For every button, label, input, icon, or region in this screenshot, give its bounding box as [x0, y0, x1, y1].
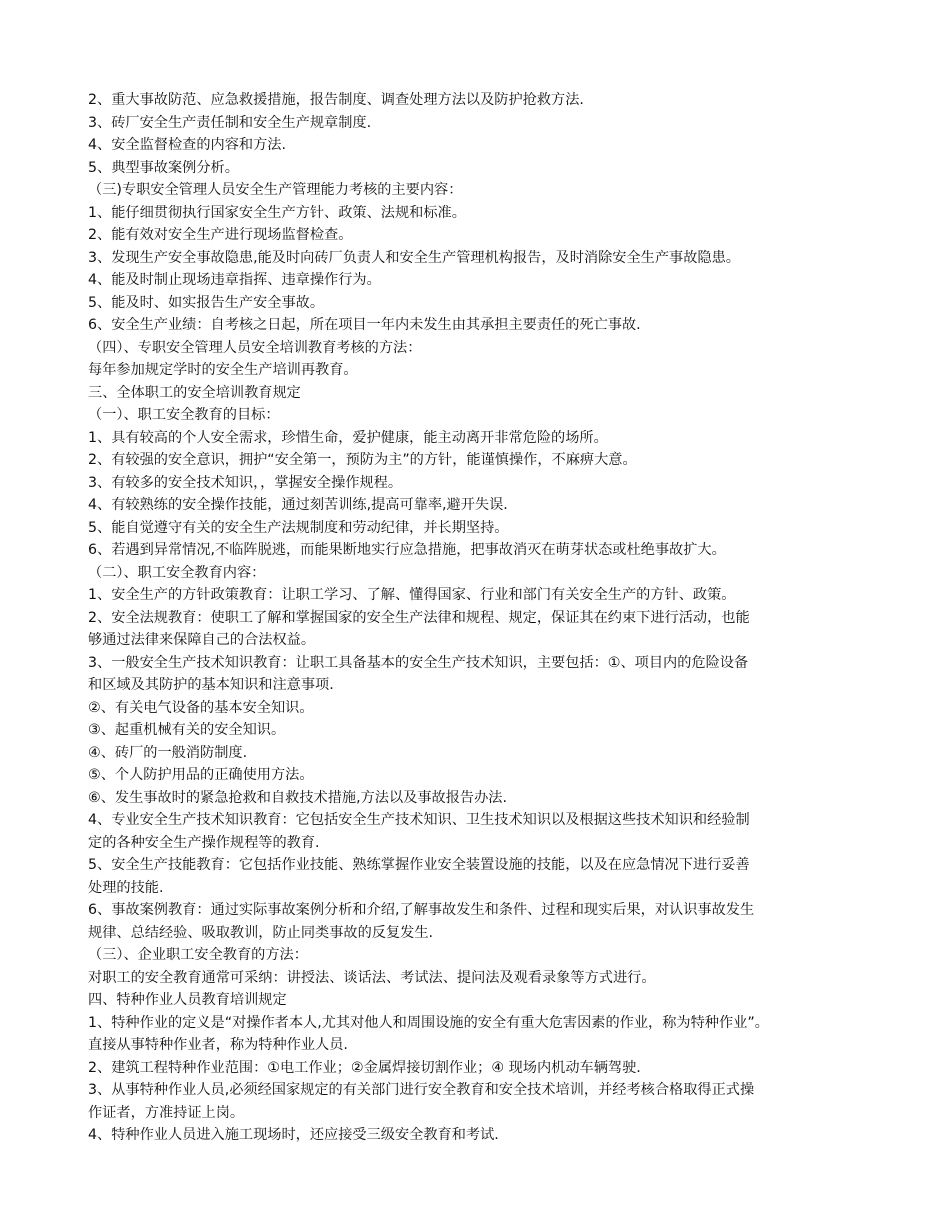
section-heading: （三)专职安全管理人员安全生产管理能力考核的主要内容：	[88, 182, 463, 198]
text-line: 5、典型事故案例分析。	[88, 159, 239, 176]
text-line: 规律、总结经验、吸取教训，防止同类事故的反复发生.	[88, 924, 434, 941]
section-heading: （一）、职工安全教育的目标：	[88, 407, 280, 423]
text-line: 5、安全生产技能教育：它包括作业技能、熟练掌握作业安全装置设施的技能，以及在应急情况下进行妥善	[88, 857, 750, 873]
text-line: 6、事故案例教育：通过实际事故案例分析和介绍,了解事故发生和条件、过程和现实后果，对认识事故发生	[88, 902, 755, 918]
text-line: ④、砖厂的一般消防制度.	[88, 744, 248, 761]
chapter-heading: 四、特种作业人员教育培训规定	[88, 992, 287, 1008]
text-line: 3、砖厂安全生产责任制和安全生产规章制度.	[88, 114, 372, 131]
text-line: 4、能及时制止现场违章指挥、违章操作行为。	[88, 272, 381, 288]
text-line: 和区域及其防护的基本知识和注意事项.	[88, 677, 334, 693]
text-line: 1、安全生产的方针政策教育：让职工学习、了解、懂得国家、行业和部门有关安全生产的方针、政策。	[88, 587, 736, 603]
text-line: 4、特种作业人员进入施工现场时，还应接受三级安全教育和考试.	[88, 1127, 499, 1143]
section-heading: （三）、企业职工安全教育的方法：	[88, 947, 308, 963]
section-heading: （二）、职工安全教育内容：	[88, 564, 266, 581]
text-line: 2、能有效对安全生产进行现场监督检查。	[88, 227, 353, 243]
text-line: 2、建筑工程特种作业范围：①电工作业；②金属焊接切割作业；④ 现场内机动车辆驾驶.	[88, 1059, 641, 1076]
text-line: 4、专业安全生产技术知识教育：它包括安全生产技术知识、卫生技术知识以及根据这些技术知识和经验制	[88, 812, 750, 828]
text-line: 6、若遇到异常情况,不临阵脱逃，而能果断地实行应急措施，把事故消灭在萌芽状态或杜绝事故扩大。	[88, 542, 726, 558]
text-line: 处理的技能.	[88, 879, 164, 896]
text-line: ③、起重机械有关的安全知识。	[88, 722, 286, 738]
text-line: 够通过法律来保障自己的合法权益。	[88, 632, 316, 648]
text-line: 对职工的安全教育通常可采纳：讲授法、谈话法、考试法、提问法及观看录象等方式进行。	[88, 969, 656, 986]
text-line: 3、一般安全生产技术知识教育：让职工具备基本的安全生产技术知识，主要包括：①、项目内的危险设备	[88, 654, 749, 671]
text-line: 2、有较强的安全意识，拥护“安全第一，预防为主”的方针，能谨慎操作，不麻痹大意。	[88, 452, 637, 468]
text-line: 4、安全监督检查的内容和方法.	[88, 137, 286, 153]
section-heading: （四）、专职安全管理人员安全培训教育考核的方法：	[88, 339, 422, 356]
text-line: 每年参加规定学时的安全生产培训再教育。	[88, 362, 358, 378]
text-line: 作证者，方准持证上岗。	[88, 1104, 245, 1121]
text-line: 2、安全法规教育：使职工了解和掌握国家的安全生产法律和规程、规定，保证其在约束下进行活动，也能	[88, 609, 750, 626]
text-line: 6、安全生产业绩：自考核之日起，所在项目一年内未发生由其承担主要责任的死亡事故.	[88, 317, 641, 333]
text-line: 3、有较多的安全技术知识，，掌握安全操作规程。	[88, 474, 403, 491]
text-line: ⑤、个人防护用品的正确使用方法。	[88, 767, 314, 783]
document-body	[88, 89, 888, 1147]
text-line: 1、能仔细贯彻执行国家安全生产方针、政策、法规和标准。	[88, 204, 466, 221]
text-line: 5、能自觉遵守有关的安全生产法规制度和劳动纪律，并长期坚持。	[88, 519, 509, 536]
text-line: ⑥、发生事故时的紧急抢救和自救技术措施,方法以及事故报告办法.	[88, 789, 507, 806]
text-line: ②、有关电气设备的基本安全知识。	[88, 699, 314, 716]
text-line: 3、发现生产安全事故隐患,能及时向砖厂负责人和安全生产管理机构报告，及时消除安全生产事故隐患。	[88, 249, 740, 266]
text-line: 5、能及时、如实报告生产安全事故。	[88, 294, 325, 311]
text-line: 2、重大事故防范、应急救援措施，报告制度、调查处理方法以及防护抢救方法.	[88, 92, 584, 108]
text-line: 4、有较熟练的安全操作技能，通过刻苦训练,提高可靠率,避开失误.	[88, 497, 508, 513]
text-line: 3、从事特种作业人员,必须经国家规定的有关部门进行安全教育和安全技术培训，并经考核合格取得正式操	[88, 1082, 755, 1098]
text-line: 1、具有较高的个人安全需求，珍惜生命，爱护健康，能主动离开非常危险的场所。	[88, 429, 608, 446]
text-line: 1、特种作业的定义是“对操作者本人,尤其对他人和周围设施的安全有重大危害因素的作业，称为特种作业”。	[88, 1014, 769, 1031]
text-line: 定的各种安全生产操作规程等的教育.	[88, 834, 320, 851]
chapter-heading: 三、全体职工的安全培训教育规定	[88, 384, 301, 401]
text-line: 直接从事特种作业者，称为特种作业人员.	[88, 1037, 348, 1053]
